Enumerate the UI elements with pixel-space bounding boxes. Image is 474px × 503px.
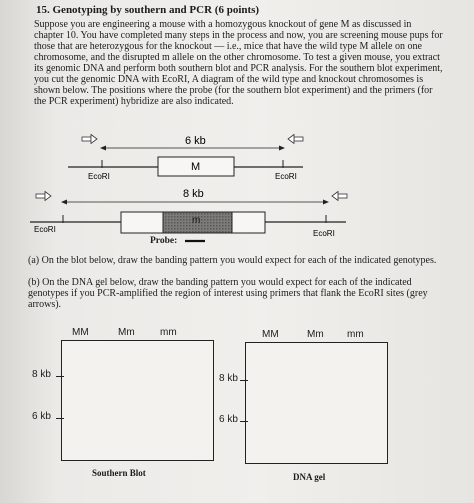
southern-marker-6kb: 6 kb	[32, 411, 51, 422]
dna-gel-caption: DNA gel	[293, 472, 326, 482]
wt-ecori-right-label: EcoRI	[275, 172, 297, 181]
question-a: (a) On the blot below, draw the banding pattern you would expect for each of the indicated genotypes.	[28, 255, 437, 266]
gel-marker-6kb: 6 kb	[219, 414, 238, 425]
question-b-line: arrows).	[28, 299, 62, 310]
question-b	[28, 277, 458, 310]
wt-size-label: 6 kb	[185, 135, 206, 147]
gel-marker-6kb-tick	[240, 421, 248, 422]
wt-ecori-left-label: EcoRI	[88, 172, 110, 181]
paragraph-line: the PCR experiment) hybridize are also indicated.	[34, 96, 234, 107]
wt-size-arrowhead-left	[100, 146, 106, 151]
ko-size-arrowhead-right	[323, 200, 329, 205]
dna-gel-box[interactable]	[245, 342, 388, 464]
paragraph-line: shown below. The positions where the probe (for the southern blot experiment) and the primers (for	[34, 85, 433, 96]
paragraph-line: those that are heterozygous for the knockout — i.e., mice that have the wild type M allele on one	[34, 41, 422, 52]
paragraph-line: chromosome, and the disrupted m allele on the other chromosome. To test a given mouse, you extract	[34, 52, 440, 63]
ko-size-label: 8 kb	[183, 188, 204, 200]
ko-ecori-right-label: EcoRI	[313, 229, 335, 238]
paragraph-line: chapter 10. You have completed many steps in the process and now, you are screening mouse pups for	[34, 30, 443, 41]
ko-primer-reverse-icon	[332, 192, 347, 201]
wt-primer-reverse-icon	[288, 135, 303, 144]
southern-lane-mm-wt: MM	[72, 327, 89, 338]
southern-marker-8kb: 8 kb	[32, 369, 51, 380]
gel-lane-het: Mm	[307, 329, 324, 340]
gel-marker-8kb-tick	[240, 380, 248, 381]
southern-lane-het: Mm	[118, 327, 135, 338]
southern-blot-caption: Southern Blot	[92, 468, 146, 478]
paragraph-line: its genomic DNA and perform both southern blot and PCR analysis. For the southern blot experiment,	[34, 63, 443, 74]
wt-gene-label: M	[191, 161, 201, 173]
ko-gene-box-right	[232, 212, 265, 233]
gel-lane-mm-wt: MM	[262, 329, 279, 340]
southern-blot-box[interactable]	[61, 340, 214, 461]
southern-marker-8kb-tick	[56, 376, 64, 377]
paragraph-line: you cut the genomic DNA with EcoRI, A diagram of the wild type and knockout chromosomes is	[34, 74, 424, 85]
gel-lane-ko: mm	[347, 329, 364, 340]
probe-label: Probe:	[150, 236, 178, 246]
ko-size-arrowhead-left	[61, 200, 67, 205]
question-title: 15. Genotyping by southern and PCR (6 points)	[36, 4, 260, 16]
wt-size-arrowhead-right	[279, 146, 285, 151]
wt-primer-forward-icon	[82, 135, 97, 144]
southern-marker-6kb-tick	[56, 418, 64, 419]
southern-lane-ko: mm	[160, 327, 177, 338]
ko-gene-box-left	[121, 212, 163, 233]
ko-primer-forward-icon	[36, 192, 51, 201]
gel-marker-8kb: 8 kb	[219, 373, 238, 384]
paragraph-line: Suppose you are engineering a mouse with a homozygous knockout of gene M as discussed in	[34, 19, 412, 30]
ko-ecori-left-label: EcoRI	[34, 225, 56, 234]
question-b-line: (b) On the DNA gel below, draw the banding pattern you would expect for each of the indicated	[28, 277, 412, 288]
ko-gene-label: m	[192, 215, 201, 226]
question-b-line: genotypes if you PCR-amplified the region of interest using primers that flank the EcoRI sites (grey	[28, 288, 428, 299]
